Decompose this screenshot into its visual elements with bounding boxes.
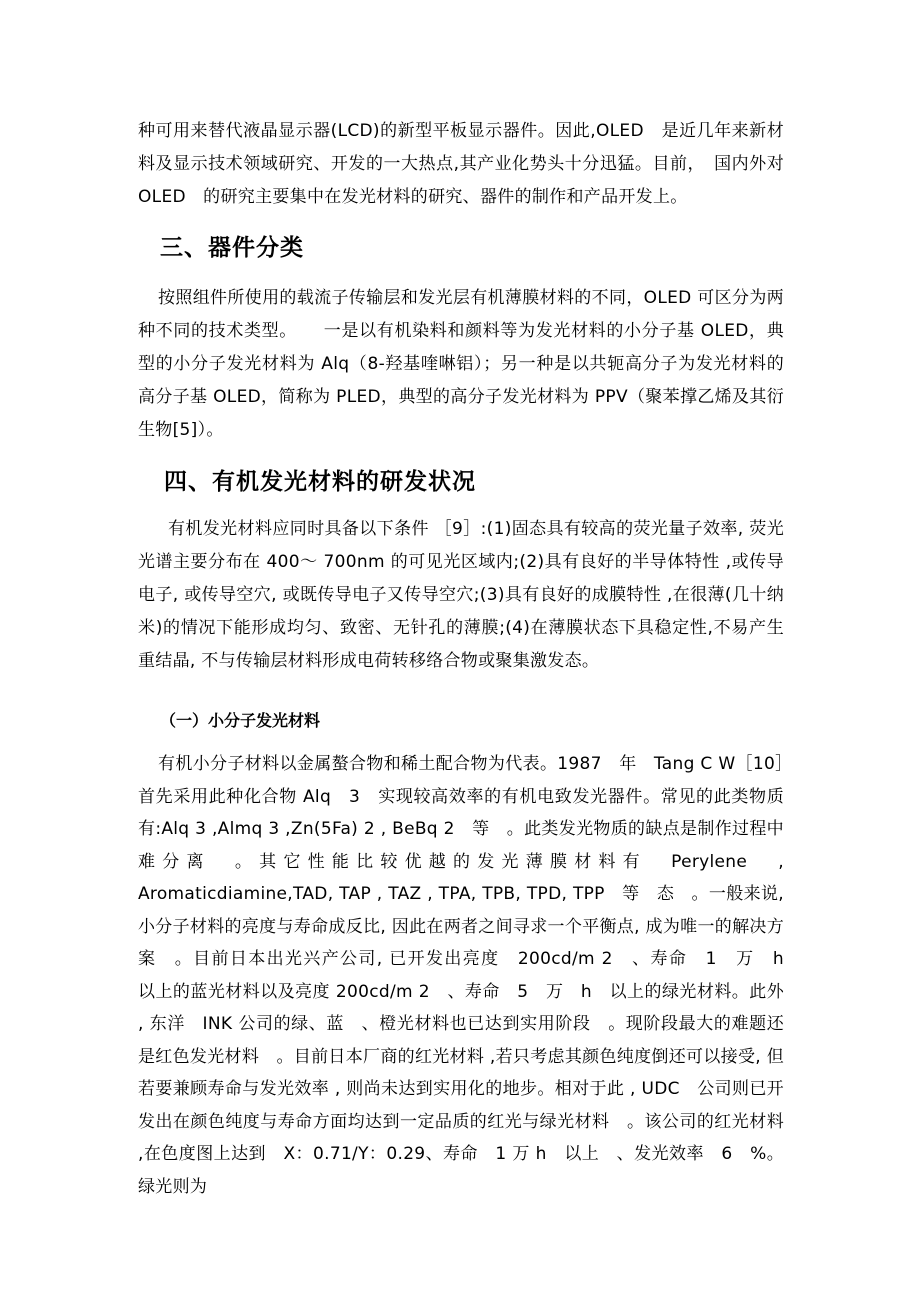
heading-device-classification: 三、器件分类 xyxy=(160,235,304,261)
paragraph-classification: 按照组件所使用的载流子传输层和发光层有机薄膜材料的不同，OLED 可区分为两种不同的技术类型。 一是以有机染料和颜料等为发光材料的小分子基 OLED，典型的小分子发光材料为 Alq（8-羟基喹啉铝）；另一种是以共轭高分子为发光材料的高分子基 OLED，简称为 PLED，典型的高分子发光材料为 PPV（聚苯撑乙烯及其衍生物[5]）。 xyxy=(138,288,784,440)
heading-material-research: 四、有机发光材料的研发状况 xyxy=(164,469,476,495)
subheading-small-molecule: （一）小分子发光材料 xyxy=(160,711,321,730)
paragraph-conditions: 有机发光材料应同时具备以下条件 ［9］:(1)固态具有较高的荧光量子效率, 荧光光谱主要分布在 400～ 700nm 的可见光区域内;(2)具有良好的半导体特性 ,或传导电子, 或传导空穴, 或既传导电子又传导空穴;(3)具有良好的成膜特性 ,在很薄(几十纳米)的情况下能形成均匀、致密、无针孔的薄膜;(4)在薄膜状态下具稳定性,不易产生重结晶, 不与传输层材料形成电荷转移络合物或聚集激发态。 xyxy=(138,519,784,671)
paragraph-intro: 种可用来替代液晶显示器(LCD)的新型平板显示器件。因此,OLED 是近几年来新材料及显示技术领域研究、开发的一大热点,其产业化势头十分迅猛。目前， 国内外对 OLED 的研究主要集中在发光材料的研究、器件的制作和产品开发上。 xyxy=(138,121,802,207)
paragraph-small-molecule: 有机小分子材料以金属螯合物和稀土配合物为代表。1987 年 Tang C W［10］首先采用此种化合物 Alq 3 实现较高效率的有机电致发光器件。常见的此类物质有:Alq 3 ,Almq 3 ,Zn(5Fa) 2 , BeBq 2 等 。此类发光物质的缺点是制作过程中难分离 。其它性能比较优越的发光薄膜材料有 Perylene , Aromaticdiamine,TAD, TAP , TAZ , TPA, TPB, TPD, TPP 等 态 。一般来说,小分子材料的亮度与寿命成反比, 因此在两者之间寻求一个平衡点, 成为唯一的解决方案 。目前日本出光兴产公司, 已开发出亮度 200cd/m 2 、寿命 1 万 h 以上的蓝光材料以及亮度 200cd/m 2 、寿命 5 万 h 以上的绿光材料。此外 , 东洋 INK 公司的绿、蓝 、橙光材料也已达到实用阶段 。现阶段最大的难题还是红色发光材料 。目前日本厂商的红光材料 ,若只考虑其颜色纯度倒还可以接受, 但若要兼顾寿命与发光效率 , 则尚未达到实用化的地步。相对于此 , UDC 公司则已开发出在颜色纯度与寿命方面均达到一定品质的红光与绿光材料 。该公司的红光材料 ,在色度图上达到 X：0.71/Y：0.29、寿命 1 万 h 以上 、发光效率 6 %。绿光则为 xyxy=(138,754,802,1197)
